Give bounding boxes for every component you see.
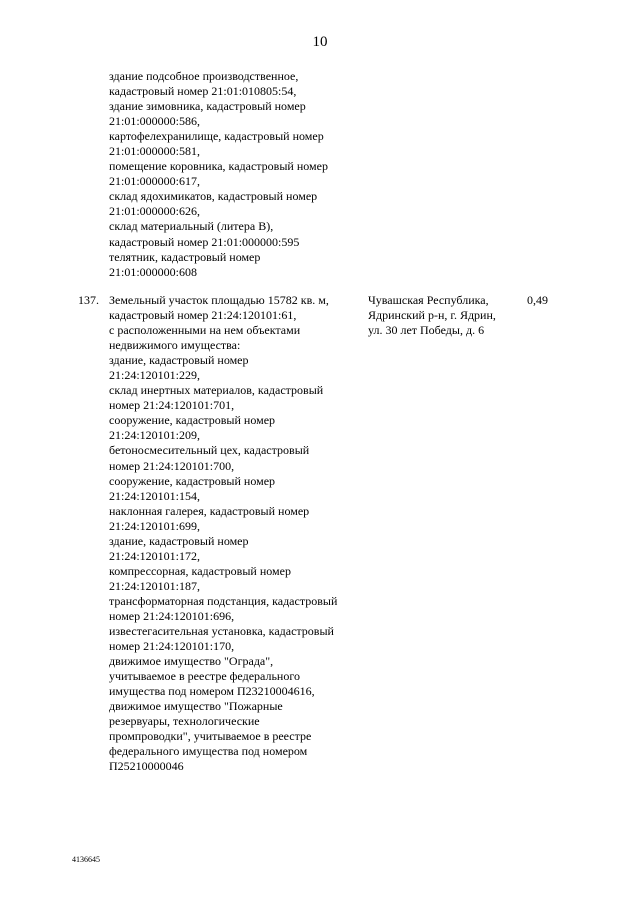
text-line: 21:24:120101:229,	[109, 368, 201, 383]
text-line: склад материальный (литера В),	[109, 219, 274, 234]
text-line: федерального имущества под номером	[109, 744, 308, 759]
text-line: 21:24:120101:209,	[109, 428, 201, 443]
text-line: номер 21:24:120101:701,	[109, 398, 235, 413]
text-line: трансформаторная подстанция, кадастровый	[109, 593, 338, 608]
text-line: 21:01:000000:586,	[109, 114, 201, 129]
text-line: П25210000046	[109, 759, 184, 774]
text-line: здание зимовника, кадастровый номер	[109, 99, 306, 114]
text-line: компрессорная, кадастровый номер	[109, 563, 291, 578]
text-line: 21:24:120101:172,	[109, 548, 201, 563]
text-line: склад ядохимикатов, кадастровый номер	[109, 189, 318, 204]
text-line: недвижимого имущества:	[109, 338, 241, 353]
text-line: кадастровый номер 21:01:000000:595	[109, 234, 300, 249]
text-line: 21:01:000000:581,	[109, 144, 201, 159]
text-line: здание, кадастровый номер	[109, 533, 249, 548]
text-line: кадастровый номер 21:01:010805:54,	[109, 84, 297, 99]
text-line: движимое имущество "Ограда",	[109, 654, 274, 669]
text-line: сооружение, кадастровый номер	[109, 413, 276, 428]
text-line: ул. 30 лет Победы, д. 6	[368, 323, 485, 338]
page-number: 10	[312, 34, 328, 50]
text-line: движимое имущество "Пожарные	[109, 699, 283, 714]
text-line: помещение коровника, кадастровый номер	[109, 159, 328, 174]
text-line: здание, кадастровый номер	[109, 353, 249, 368]
entry-description	[109, 293, 337, 775]
entry-address	[368, 293, 496, 338]
text-line: учитываемое в реестре федерального	[109, 669, 300, 684]
text-line: Ядринский р-н, г. Ядрин,	[368, 308, 496, 323]
text-line: наклонная галерея, кадастровый номер	[109, 503, 310, 518]
text-line: склад инертных материалов, кадастровый	[109, 383, 324, 398]
text-line: известегасительная установка, кадастровый	[109, 624, 334, 639]
text-line: бетоносмесительный цех, кадастровый	[109, 443, 310, 458]
text-line: резервуары, технологические	[109, 714, 260, 729]
text-line: номер 21:24:120101:700,	[109, 458, 235, 473]
text-line: Чувашская Республика,	[368, 293, 489, 307]
entry-share: 0,49	[527, 293, 548, 307]
text-line: номер 21:24:120101:170,	[109, 639, 235, 654]
footer-document-code: 4136645	[72, 855, 100, 864]
text-line: здание подсобное производственное,	[109, 69, 299, 83]
text-line: 21:24:120101:699,	[109, 518, 201, 533]
text-line: 21:01:000000:608	[109, 264, 198, 279]
text-line: номер 21:24:120101:696,	[109, 608, 235, 623]
entry-number: 137.	[78, 293, 99, 307]
text-line: промпроводки", учитываемое в реестре	[109, 729, 312, 744]
text-line: сооружение, кадастровый номер	[109, 473, 276, 488]
text-line: 21:24:120101:187,	[109, 578, 201, 593]
continued-property-list	[109, 69, 328, 280]
text-line: кадастровый номер 21:24:120101:61,	[109, 308, 297, 323]
text-line: картофелехранилище, кадастровый номер	[109, 129, 324, 144]
text-line: телятник, кадастровый номер	[109, 249, 261, 264]
text-line: 21:01:000000:617,	[109, 174, 201, 189]
text-line: 21:24:120101:154,	[109, 488, 201, 503]
text-line: с расположенными на нем объектами	[109, 323, 301, 338]
text-line: имущества под номером П23210004616,	[109, 684, 315, 699]
text-line: Земельный участок площадью 15782 кв. м,	[109, 293, 329, 307]
text-line: 21:01:000000:626,	[109, 204, 201, 219]
